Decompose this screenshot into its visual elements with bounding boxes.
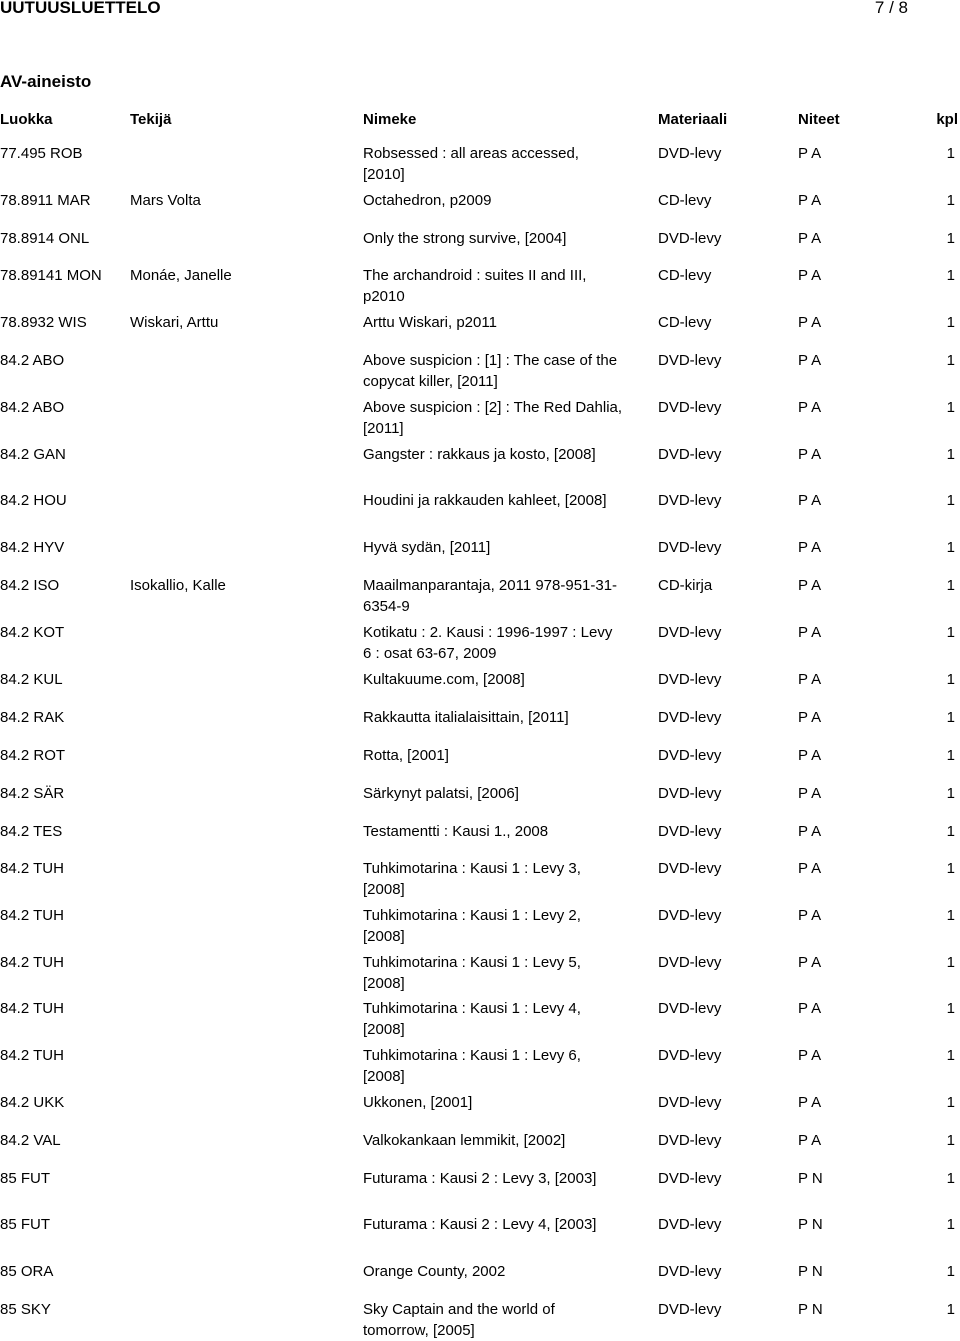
cell-materiaali: DVD-levy: [658, 624, 722, 641]
cell-niteet: P A: [798, 314, 822, 331]
cell-kpl: 1: [946, 230, 955, 247]
cell-niteet: P N: [798, 1301, 823, 1318]
cell-kpl: 1: [946, 785, 955, 802]
cell-materiaali: DVD-levy: [658, 671, 722, 688]
cell-kpl: 1: [946, 624, 955, 641]
cell-niteet: P A: [798, 492, 822, 509]
cell-materiaali: DVD-levy: [658, 1263, 722, 1280]
cell-nimeke: Ukkonen, [2001]: [363, 1094, 473, 1111]
cell-materiaali: DVD-levy: [658, 1132, 722, 1149]
cell-materiaali: DVD-levy: [658, 399, 722, 416]
cell-kpl: 1: [946, 492, 955, 509]
cell-luokka: 78.8911 MAR: [0, 192, 91, 209]
header-niteet: Niteet: [798, 111, 840, 128]
cell-nimeke: Rotta, [2001]: [363, 747, 449, 764]
cell-luokka: 84.2 TUH: [0, 1047, 64, 1064]
cell-luokka: 78.8914 ONL: [0, 230, 90, 247]
cell-niteet: P A: [798, 709, 822, 726]
cell-tekija: Wiskari, Arttu: [130, 314, 219, 331]
cell-niteet: P A: [798, 747, 822, 764]
cell-luokka: 78.8932 WIS: [0, 314, 87, 331]
cell-niteet: P A: [798, 1094, 822, 1111]
cell-niteet: P A: [798, 860, 822, 877]
cell-kpl: 1: [946, 823, 955, 840]
cell-niteet: P A: [798, 1132, 822, 1149]
cell-nimeke: Houdini ja rakkauden kahleet, [2008]: [363, 492, 607, 509]
cell-kpl: 1: [946, 1170, 955, 1187]
header-tekija: Tekijä: [130, 111, 172, 128]
cell-kpl: 1: [946, 352, 955, 369]
header-luokka: Luokka: [0, 111, 53, 128]
cell-luokka: 77.495 ROB: [0, 145, 83, 162]
cell-luokka: 84.2 TUH: [0, 1000, 64, 1017]
cell-nimeke: Maailmanparantaja, 2011 978-951-31-6354-9: [363, 577, 618, 615]
cell-luokka: 84.2 ROT: [0, 747, 66, 764]
cell-nimeke: Above suspicion : [1] : The case of the copycat killer, [2011]: [363, 352, 618, 390]
cell-nimeke: Tuhkimotarina : Kausi 1 : Levy 2, [2008]: [363, 907, 581, 945]
cell-luokka: 84.2 TUH: [0, 907, 64, 924]
cell-nimeke: Kultakuume.com, [2008]: [363, 671, 525, 688]
cell-kpl: 1: [946, 1132, 955, 1149]
cell-niteet: P A: [798, 577, 822, 594]
cell-materiaali: DVD-levy: [658, 747, 722, 764]
cell-luokka: 84.2 ABO: [0, 352, 65, 369]
cell-materiaali: DVD-levy: [658, 1000, 722, 1017]
cell-kpl: 1: [946, 1047, 955, 1064]
cell-kpl: 1: [946, 539, 955, 556]
cell-luokka: 78.89141 MON: [0, 267, 102, 284]
page-title: UUTUUSLUETTELO: [0, 0, 161, 17]
cell-materiaali: DVD-levy: [658, 1301, 722, 1318]
cell-niteet: P A: [798, 1000, 822, 1017]
cell-kpl: 1: [946, 267, 955, 284]
cell-kpl: 1: [946, 1000, 955, 1017]
cell-niteet: P A: [798, 145, 822, 162]
cell-luokka: 85 FUT: [0, 1216, 51, 1233]
cell-nimeke: Hyvä sydän, [2011]: [363, 539, 491, 556]
cell-nimeke: Orange County, 2002: [363, 1263, 506, 1280]
cell-materiaali: DVD-levy: [658, 539, 722, 556]
cell-luokka: 85 ORA: [0, 1263, 54, 1280]
cell-niteet: P A: [798, 399, 822, 416]
cell-materiaali: DVD-levy: [658, 446, 722, 463]
cell-nimeke: Valkokankaan lemmikit, [2002]: [363, 1132, 566, 1149]
cell-kpl: 1: [946, 671, 955, 688]
cell-materiaali: DVD-levy: [658, 352, 722, 369]
cell-nimeke: Tuhkimotarina : Kausi 1 : Levy 6, [2008]: [363, 1047, 581, 1085]
cell-nimeke: Testamentti : Kausi 1., 2008: [363, 823, 549, 840]
cell-materiaali: CD-levy: [658, 314, 712, 331]
cell-luokka: 84.2 RAK: [0, 709, 65, 726]
cell-tekija: Isokallio, Kalle: [130, 577, 226, 594]
cell-niteet: P N: [798, 1216, 823, 1233]
cell-materiaali: CD-levy: [658, 192, 712, 209]
cell-nimeke: Futurama : Kausi 2 : Levy 4, [2003]: [363, 1216, 597, 1233]
cell-materiaali: DVD-levy: [658, 709, 722, 726]
cell-luokka: 85 FUT: [0, 1170, 51, 1187]
cell-nimeke: Robsessed : all areas accessed, [2010]: [363, 145, 579, 183]
cell-nimeke: Särkynyt palatsi, [2006]: [363, 785, 519, 802]
cell-luokka: 84.2 GAN: [0, 446, 66, 463]
section-title: AV-aineisto: [0, 72, 92, 91]
cell-tekija: Mars Volta: [130, 192, 201, 209]
cell-kpl: 1: [946, 446, 955, 463]
cell-luokka: 84.2 TUH: [0, 860, 64, 877]
cell-niteet: P A: [798, 907, 822, 924]
cell-nimeke: Gangster : rakkaus ja kosto, [2008]: [363, 446, 596, 463]
cell-kpl: 1: [946, 192, 955, 209]
cell-materiaali: DVD-levy: [658, 1170, 722, 1187]
cell-niteet: P A: [798, 954, 822, 971]
cell-kpl: 1: [946, 709, 955, 726]
cell-luokka: 84.2 KUL: [0, 671, 63, 688]
cell-materiaali: DVD-levy: [658, 1216, 722, 1233]
cell-nimeke: Futurama : Kausi 2 : Levy 3, [2003]: [363, 1170, 597, 1187]
cell-kpl: 1: [946, 1094, 955, 1111]
cell-kpl: 1: [946, 577, 955, 594]
cell-kpl: 1: [946, 860, 955, 877]
cell-materiaali: DVD-levy: [658, 230, 722, 247]
cell-materiaali: DVD-levy: [658, 907, 722, 924]
cell-nimeke: Arttu Wiskari, p2011: [363, 314, 497, 331]
cell-luokka: 84.2 UKK: [0, 1094, 65, 1111]
cell-materiaali: CD-levy: [658, 267, 712, 284]
header-materiaali: Materiaali: [658, 111, 728, 128]
cell-nimeke: Above suspicion : [2] : The Red Dahlia, [2011]: [363, 399, 623, 437]
cell-kpl: 1: [946, 954, 955, 971]
cell-kpl: 1: [946, 1263, 955, 1280]
cell-niteet: P A: [798, 1047, 822, 1064]
header-nimeke: Nimeke: [363, 111, 417, 128]
cell-luokka: 84.2 TES: [0, 823, 63, 840]
cell-luokka: 84.2 VAL: [0, 1132, 61, 1149]
cell-niteet: P A: [798, 267, 822, 284]
cell-luokka: 84.2 ABO: [0, 399, 65, 416]
cell-nimeke: Only the strong survive, [2004]: [363, 230, 567, 247]
cell-luokka: 85 SKY: [0, 1301, 51, 1318]
cell-niteet: P A: [798, 624, 822, 641]
cell-nimeke: Rakkautta italialaisittain, [2011]: [363, 709, 569, 726]
cell-niteet: P A: [798, 785, 822, 802]
cell-nimeke: Octahedron, p2009: [363, 192, 492, 209]
cell-materiaali: DVD-levy: [658, 1094, 722, 1111]
page-number: 7 / 8: [874, 0, 908, 17]
cell-kpl: 1: [946, 145, 955, 162]
cell-nimeke: Tuhkimotarina : Kausi 1 : Levy 5, [2008]: [363, 954, 581, 992]
cell-niteet: P A: [798, 823, 822, 840]
cell-nimeke: Tuhkimotarina : Kausi 1 : Levy 3, [2008]: [363, 860, 581, 898]
cell-luokka: 84.2 ISO: [0, 577, 60, 594]
cell-luokka: 84.2 HYV: [0, 539, 65, 556]
cell-luokka: 84.2 HOU: [0, 492, 67, 509]
header-kpl: kpl: [936, 111, 958, 128]
cell-kpl: 1: [946, 907, 955, 924]
cell-niteet: P A: [798, 446, 822, 463]
cell-kpl: 1: [946, 1301, 955, 1318]
cell-nimeke: The archandroid : suites II and III, p2010: [363, 267, 587, 305]
cell-materiaali: DVD-levy: [658, 145, 722, 162]
cell-niteet: P A: [798, 192, 822, 209]
cell-niteet: P N: [798, 1170, 823, 1187]
cell-kpl: 1: [946, 399, 955, 416]
cell-kpl: 1: [946, 747, 955, 764]
cell-nimeke: Tuhkimotarina : Kausi 1 : Levy 4, [2008]: [363, 1000, 581, 1038]
cell-materiaali: DVD-levy: [658, 1047, 722, 1064]
cell-materiaali: DVD-levy: [658, 785, 722, 802]
cell-materiaali: DVD-levy: [658, 954, 722, 971]
cell-kpl: 1: [946, 1216, 955, 1233]
cell-materiaali: CD-kirja: [658, 577, 713, 594]
cell-materiaali: DVD-levy: [658, 823, 722, 840]
cell-materiaali: DVD-levy: [658, 860, 722, 877]
cell-nimeke: Sky Captain and the world of tomorrow, [2005]: [363, 1301, 555, 1339]
cell-niteet: P A: [798, 230, 822, 247]
cell-luokka: 84.2 SÄR: [0, 785, 65, 802]
cell-tekija: Monáe, Janelle: [130, 267, 232, 284]
cell-kpl: 1: [946, 314, 955, 331]
cell-materiaali: DVD-levy: [658, 492, 722, 509]
cell-luokka: 84.2 TUH: [0, 954, 64, 971]
cell-niteet: P A: [798, 352, 822, 369]
cell-luokka: 84.2 KOT: [0, 624, 65, 641]
cell-niteet: P N: [798, 1263, 823, 1280]
cell-nimeke: Kotikatu : 2. Kausi : 1996-1997 : Levy 6 : osat 63-67, 2009: [363, 624, 613, 662]
cell-niteet: P A: [798, 539, 822, 556]
cell-niteet: P A: [798, 671, 822, 688]
